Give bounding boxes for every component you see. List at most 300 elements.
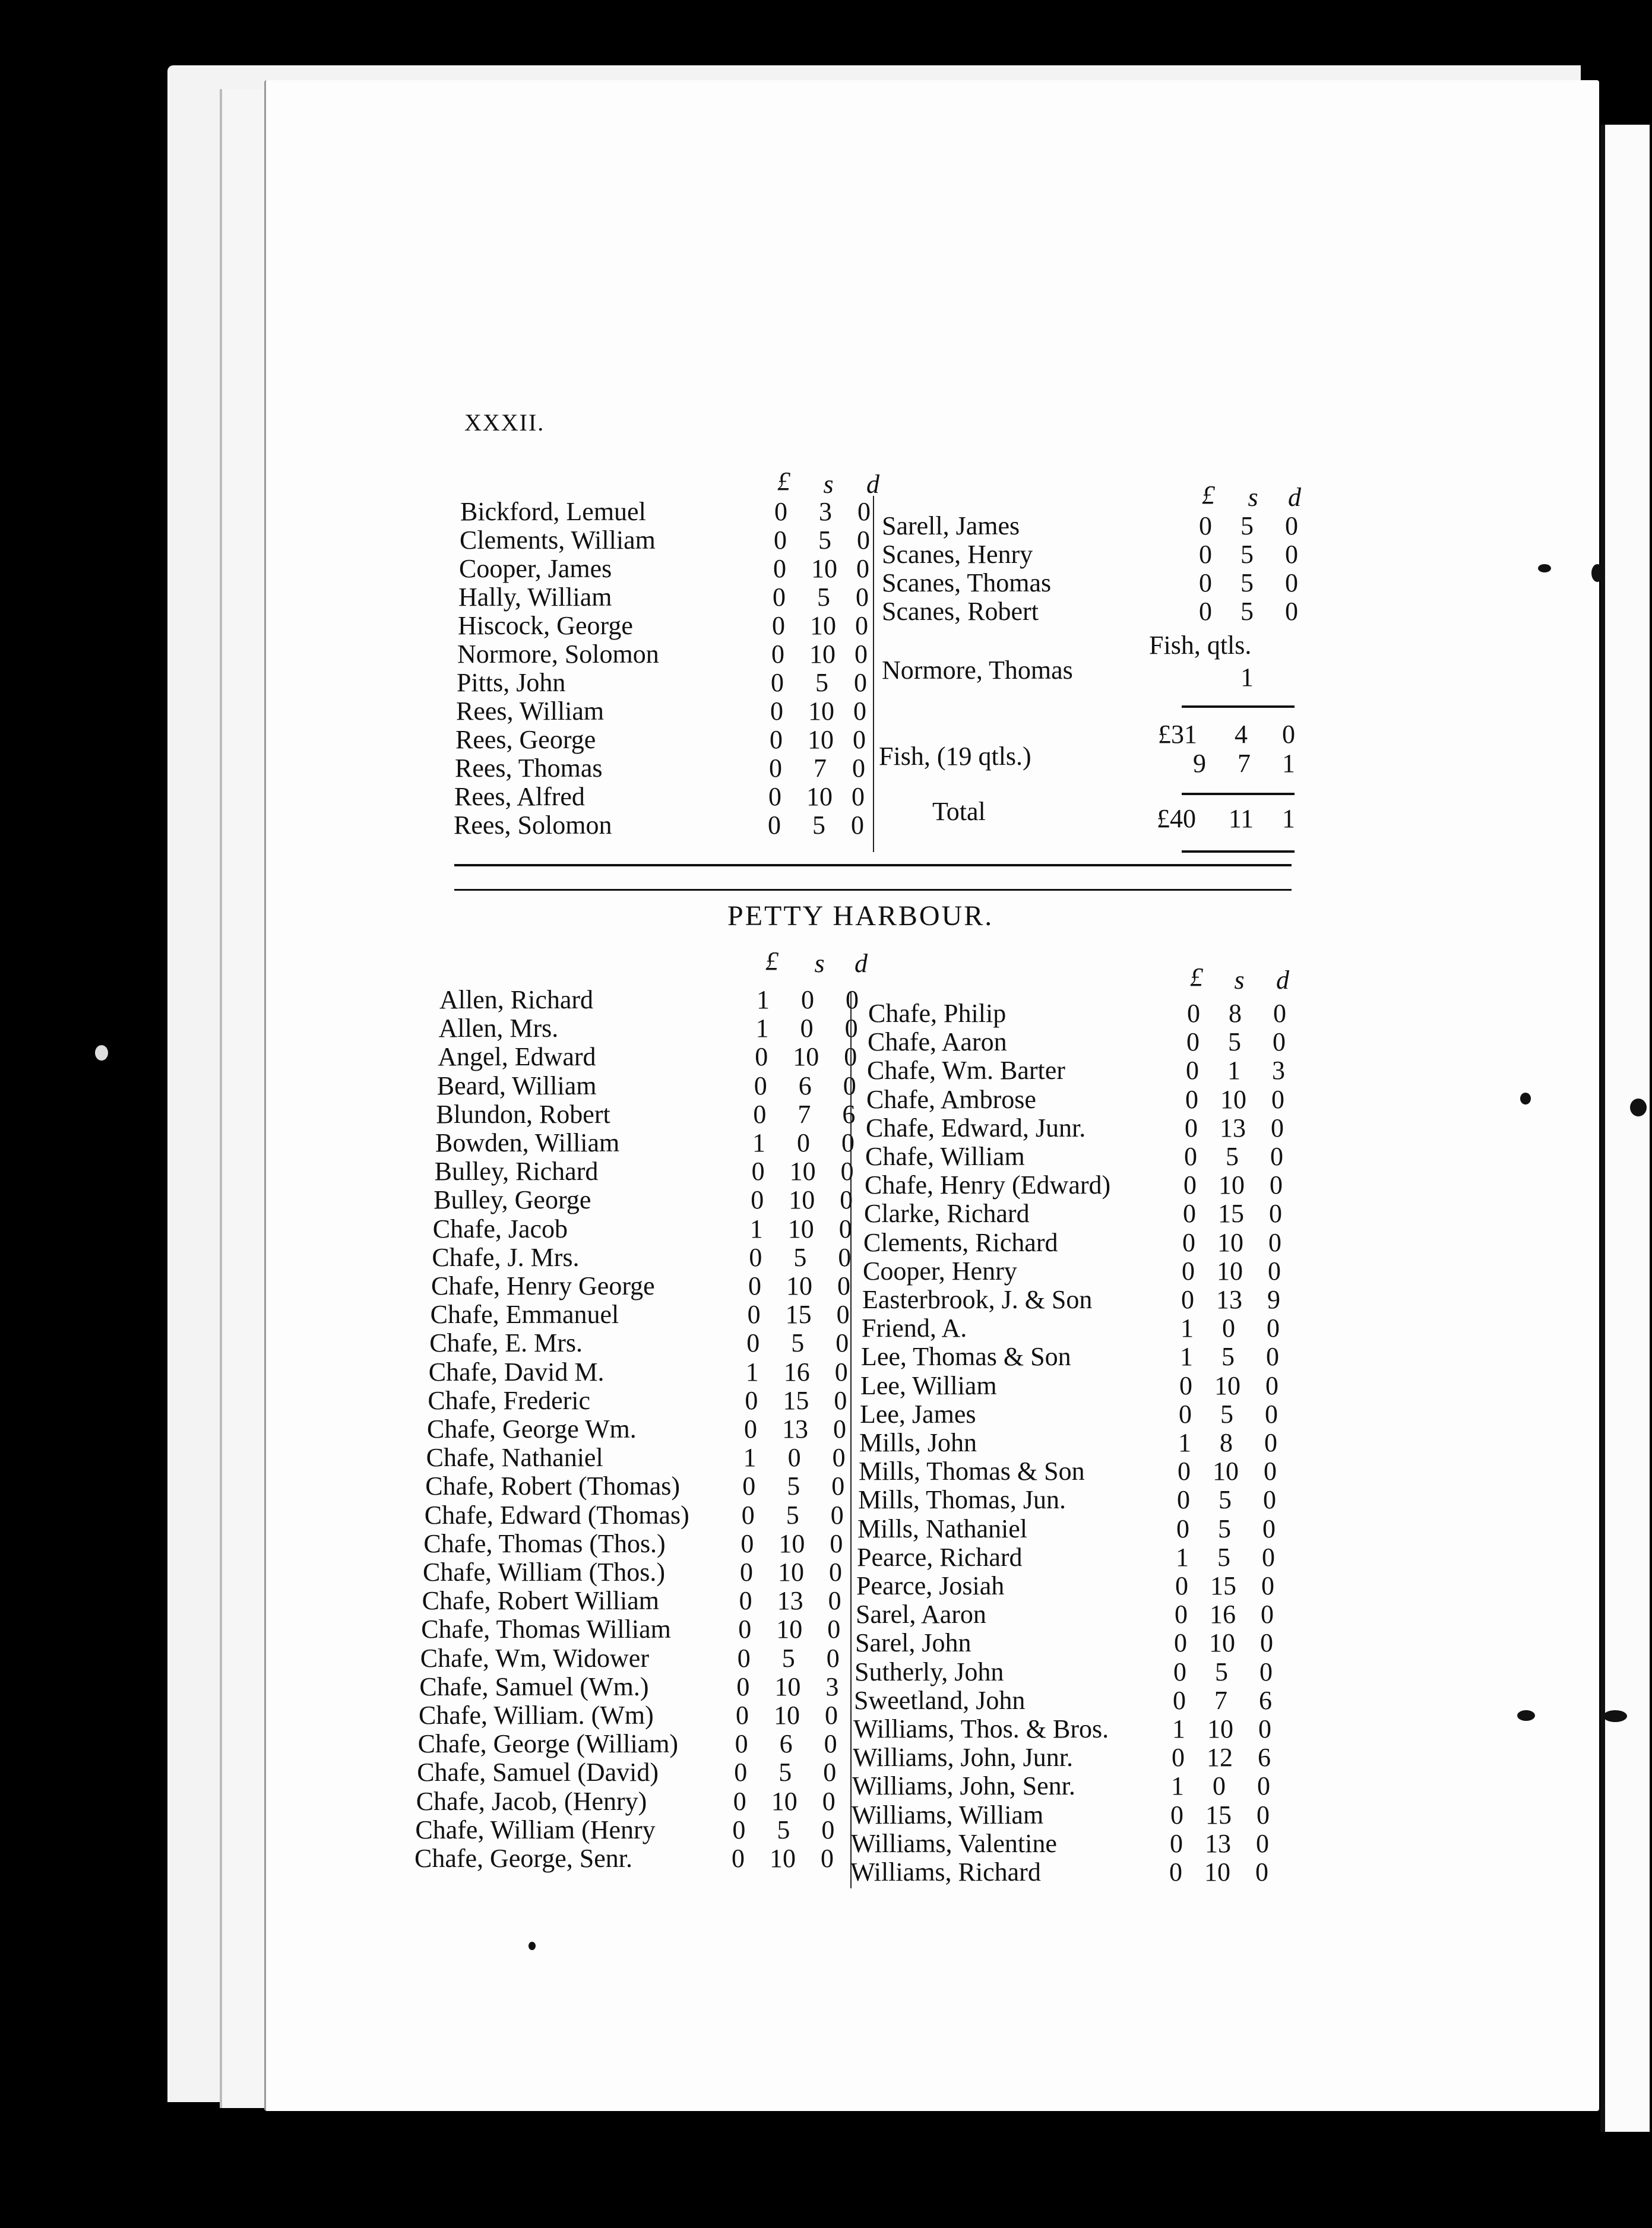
entry-name: Chafe, Samuel (David) (417, 1758, 659, 1787)
entry-name: Rees, Solomon (454, 811, 612, 840)
entry-name: Mills, Thomas, Jun. (858, 1485, 1066, 1515)
entry-pence: 0 (834, 1357, 848, 1387)
entry-shillings: 6 (798, 1071, 812, 1100)
entry-pounds: 0 (1179, 1399, 1192, 1429)
entry-shillings: 15 (783, 1385, 809, 1415)
scan-speck (1630, 1099, 1647, 1116)
total-pounds: £40 (1157, 804, 1196, 833)
header-pounds: £ (777, 467, 790, 496)
entry-shillings: 10 (778, 1528, 805, 1558)
entry-pounds: 1 (757, 985, 770, 1014)
entry-shillings: 10 (1204, 1857, 1230, 1887)
entry-shillings: 5 (791, 1328, 805, 1358)
entry-pence: 0 (1270, 1142, 1283, 1171)
entry-pounds: 0 (1181, 1285, 1194, 1314)
entry-pounds: 0 (739, 1586, 752, 1616)
entry-pounds: 0 (736, 1672, 750, 1701)
entry-name: Allen, Mrs. (438, 1014, 559, 1043)
entry-pounds: 0 (736, 1701, 749, 1730)
entry-pounds: 0 (755, 1042, 768, 1072)
entry-pence: 0 (825, 1701, 838, 1730)
entry-pounds: 0 (1182, 1227, 1195, 1257)
entry-name: Friend, A. (862, 1314, 967, 1343)
entry-shillings: 10 (1213, 1457, 1239, 1486)
entry-pence: 0 (1256, 1828, 1269, 1858)
entry-shillings: 8 (1229, 999, 1242, 1028)
entry-pounds: 1 (743, 1443, 757, 1473)
scan-speck (528, 1942, 536, 1950)
entry-name: Rees, William (456, 697, 605, 726)
entry-pence: 0 (1264, 1428, 1277, 1457)
entry-shillings: 5 (1215, 1657, 1228, 1686)
entry-name: Chafe, Nathaniel (426, 1443, 603, 1473)
entry-name: Sarel, Aaron (856, 1600, 986, 1629)
entry-name: Bulley, George (433, 1185, 591, 1215)
entry-pounds: 0 (746, 1328, 760, 1358)
entry-shillings: 10 (808, 725, 834, 754)
entry-name: Chafe, Samuel (Wm.) (419, 1672, 649, 1701)
entry-pounds: 1 (1172, 1714, 1185, 1743)
entry-pence: 0 (844, 1042, 857, 1072)
entry-pence: 0 (831, 1471, 845, 1501)
entry-shillings: 15 (785, 1300, 812, 1330)
entry-name: Normore, Solomon (457, 640, 659, 669)
entry-pence: 0 (1269, 1199, 1282, 1229)
scan-speck (1520, 1093, 1531, 1104)
entry-pence: 0 (1259, 1657, 1273, 1686)
entry-name: Chafe, William. (Wm) (419, 1701, 654, 1730)
entry-pence: 0 (1261, 1600, 1274, 1629)
entry-name: Chafe, E. Mrs. (429, 1328, 583, 1358)
entry-pence: 0 (851, 811, 864, 840)
entry-pence: 0 (830, 1500, 844, 1530)
entry-pence: 0 (1267, 1314, 1280, 1343)
entry-pence: 0 (857, 526, 870, 555)
entry-name: Chafe, George, Senr. (414, 1844, 632, 1873)
entry-pence: 0 (857, 497, 871, 526)
entry-shillings: 10 (776, 1615, 803, 1644)
header-pounds: £ (765, 947, 778, 976)
entry-name: Hally, William (458, 583, 612, 612)
entry-pounds: 0 (744, 1414, 757, 1444)
entry-pounds: 0 (742, 1471, 756, 1501)
normore-thomas-name: Normore, Thomas (882, 656, 1073, 685)
column-divider (873, 496, 874, 852)
entry-pence: 0 (822, 1786, 836, 1816)
entry-name: Allen, Richard (439, 985, 594, 1014)
fish-line-label: Fish, (19 qtls.) (879, 742, 1031, 771)
entry-pence: 0 (1271, 1113, 1284, 1143)
entry-pounds: 0 (733, 1786, 746, 1816)
entry-pounds: 0 (751, 1157, 765, 1186)
entry-pounds: 0 (1199, 540, 1212, 569)
entry-pounds: 0 (735, 1729, 748, 1759)
entry-shillings: 10 (774, 1672, 801, 1701)
entry-pounds: 0 (774, 526, 787, 555)
entry-pence: 0 (1265, 1371, 1278, 1400)
entry-name: Chafe, Wm. Barter (867, 1056, 1065, 1085)
entry-pounds: 0 (1170, 1828, 1183, 1858)
scan-speck (95, 1045, 108, 1061)
entry-pounds: 0 (1199, 568, 1212, 597)
entry-name: Pitts, John (457, 668, 566, 697)
entry-pence: 0 (1260, 1628, 1273, 1658)
entry-pounds: 0 (1199, 511, 1212, 540)
facing-page-edge (1600, 125, 1650, 2132)
entry-pounds: 0 (1185, 1113, 1198, 1143)
entry-name: Rees, George (455, 725, 596, 754)
entry-name: Mills, John (859, 1428, 977, 1457)
entry-shillings: 10 (1209, 1628, 1235, 1658)
entry-pounds: 0 (1169, 1857, 1182, 1887)
entry-shillings: 10 (1207, 1714, 1233, 1743)
entry-pounds: 0 (770, 697, 783, 726)
entry-shillings: 13 (782, 1414, 808, 1444)
entry-name: Chafe, Ambrose (866, 1084, 1036, 1114)
entry-shillings: 10 (786, 1271, 812, 1300)
entry-name: Chafe, Philip (868, 999, 1007, 1028)
entry-pence: 0 (1285, 511, 1298, 540)
entry-pence: 0 (826, 1643, 840, 1673)
entry-shillings: 0 (800, 1014, 814, 1043)
entry-name: Sarell, James (882, 511, 1020, 540)
entry-name: Easterbrook, J. & Son (862, 1285, 1093, 1314)
entry-pounds: 0 (768, 782, 781, 811)
entry-pence: 9 (1267, 1285, 1280, 1314)
entry-shillings: 3 (819, 497, 832, 526)
entry-shillings: 10 (808, 697, 834, 726)
entry-name: Chafe, George Wm. (427, 1414, 637, 1444)
entry-pence: 0 (1262, 1514, 1276, 1543)
entry-name: Chafe, William (Henry (415, 1815, 656, 1844)
entry-pence: 0 (1257, 1800, 1270, 1830)
entry-name: Chafe, Jacob (432, 1214, 568, 1243)
entry-shillings: 15 (1210, 1571, 1236, 1600)
entry-pounds: 1 (1176, 1542, 1189, 1572)
section-divider-rule (454, 889, 1292, 891)
entry-name: Chafe, Henry (Edward) (865, 1170, 1111, 1200)
entry-name: Chafe, William (865, 1142, 1025, 1171)
header-shillings: s (1234, 966, 1245, 995)
header-pounds: £ (1190, 963, 1203, 992)
entry-name: Chafe, Henry George (431, 1271, 655, 1300)
entry-shillings: 10 (1217, 1227, 1243, 1257)
entry-pounds: 0 (771, 668, 784, 697)
entry-shillings: 16 (1210, 1600, 1236, 1629)
entry-pence: 0 (1271, 1084, 1284, 1114)
entry-pence: 0 (828, 1586, 841, 1616)
entry-name: Blundon, Robert (436, 1099, 610, 1129)
entry-shillings: 0 (787, 1443, 801, 1473)
entry-pence: 0 (836, 1328, 849, 1358)
entry-name: Clements, William (460, 526, 656, 555)
entry-pounds: 0 (1179, 1371, 1192, 1400)
entry-pence: 0 (830, 1528, 843, 1558)
entry-shillings: 0 (801, 985, 814, 1014)
entry-pence: 0 (1264, 1457, 1277, 1486)
entry-pence: 0 (1261, 1571, 1274, 1600)
fish-line-pounds: 9 (1193, 749, 1206, 778)
header-shillings: s (814, 949, 825, 978)
entry-pence: 0 (1273, 999, 1286, 1028)
entry-shillings: 0 (797, 1128, 810, 1157)
entry-name: Cooper, Henry (863, 1256, 1017, 1286)
subtotal-shillings: 4 (1235, 720, 1248, 749)
entry-pounds: 0 (1184, 1142, 1197, 1171)
entry-shillings: 5 (1221, 1342, 1235, 1372)
header-shillings: s (1248, 483, 1258, 512)
entry-shillings: 10 (1220, 1084, 1246, 1114)
entry-shillings: 5 (818, 526, 831, 555)
entry-name: Williams, Thos. & Bros. (853, 1714, 1109, 1743)
entry-name: Scanes, Henry (882, 540, 1033, 569)
entry-shillings: 10 (771, 1786, 797, 1816)
entry-name: Williams, Richard (850, 1857, 1041, 1887)
entry-pence: 0 (1285, 597, 1298, 626)
entry-pounds: 0 (1175, 1600, 1188, 1629)
entry-name: Bickford, Lemuel (460, 497, 646, 526)
entry-pounds: 0 (771, 640, 784, 669)
entry-shillings: 5 (1240, 540, 1254, 569)
entry-shillings: 13 (777, 1586, 803, 1616)
entry-shillings: 5 (815, 668, 828, 697)
entry-shillings: 13 (1216, 1285, 1242, 1314)
entry-pence: 0 (1258, 1714, 1271, 1743)
entry-name: Chafe, David M. (428, 1357, 605, 1387)
entry-name: Angel, Edward (438, 1042, 596, 1072)
entry-pence: 0 (832, 1443, 846, 1473)
entry-pence: 0 (854, 668, 867, 697)
entry-name: Chafe, Robert (Thomas) (425, 1471, 681, 1501)
entry-shillings: 5 (1226, 1142, 1239, 1171)
entry-name: Scanes, Robert (882, 597, 1039, 626)
entry-pence: 0 (829, 1558, 842, 1587)
entry-pounds: 0 (1186, 1027, 1200, 1057)
entry-shillings: 5 (1218, 1514, 1231, 1543)
entry-pounds: 0 (774, 497, 787, 526)
subtotal-rule (1182, 705, 1295, 708)
entry-name: Chafe, J. Mrs. (432, 1242, 580, 1272)
entry-pence: 0 (855, 611, 868, 640)
entry-pence: 0 (1285, 568, 1298, 597)
entry-pounds: 0 (1173, 1657, 1186, 1686)
entry-pounds: 0 (772, 611, 785, 640)
entry-pence: 0 (840, 1185, 853, 1215)
entry-pence: 3 (1272, 1056, 1285, 1085)
subtotal-pence: 0 (1282, 720, 1295, 749)
entry-pounds: 0 (732, 1844, 745, 1873)
entry-shillings: 5 (778, 1758, 792, 1787)
entry-pounds: 0 (751, 1185, 764, 1215)
entry-pounds: 0 (1174, 1628, 1187, 1658)
entry-pence: 0 (1268, 1227, 1281, 1257)
entry-shillings: 10 (789, 1185, 815, 1215)
entry-name: Lee, James (860, 1399, 976, 1429)
entry-pence: 0 (1263, 1485, 1276, 1515)
entry-shillings: 5 (781, 1643, 795, 1673)
entry-pounds: 0 (1183, 1199, 1196, 1229)
entry-name: Sarel, John (855, 1628, 971, 1658)
entry-pounds: 0 (741, 1500, 755, 1530)
entry-shillings: 10 (1214, 1371, 1240, 1400)
entry-pounds: 1 (752, 1128, 765, 1157)
entry-shillings: 10 (770, 1844, 796, 1873)
entry-pence: 0 (841, 1128, 855, 1157)
entry-name: Rees, Alfred (454, 782, 585, 811)
entry-pounds: 0 (768, 811, 781, 840)
column-divider (850, 992, 852, 1888)
entry-pence: 0 (1265, 1399, 1278, 1429)
total-underline (1182, 850, 1295, 853)
entry-pence: 3 (825, 1672, 839, 1701)
scan-speck (1538, 564, 1551, 572)
entry-pence: 0 (843, 1071, 856, 1100)
entry-name: Rees, Thomas (455, 754, 603, 783)
entry-shillings: 10 (1219, 1170, 1245, 1200)
entry-pence: 6 (1258, 1743, 1271, 1773)
entry-shillings: 10 (787, 1214, 814, 1243)
entry-shillings: 12 (1207, 1743, 1233, 1773)
header-pence: d (866, 470, 879, 499)
entry-name: Lee, Thomas & Son (861, 1342, 1071, 1372)
entry-name: Williams, Valentine (851, 1828, 1057, 1858)
header-pence: d (1276, 966, 1289, 995)
entry-pounds: 1 (1181, 1314, 1194, 1343)
total-label: Total (932, 797, 986, 826)
entry-name: Chafe, Aaron (868, 1027, 1007, 1057)
entry-shillings: 10 (1217, 1256, 1243, 1286)
entry-name: Pearce, Richard (857, 1542, 1023, 1572)
entry-pence: 0 (838, 1214, 852, 1243)
entry-pounds: 0 (1186, 1056, 1199, 1085)
header-pounds: £ (1202, 480, 1215, 509)
entry-shillings: 5 (786, 1500, 799, 1530)
entry-name: Chafe, Thomas William (421, 1615, 671, 1644)
entry-shillings: 5 (1240, 568, 1254, 597)
entry-pence: 0 (856, 554, 869, 583)
entry-pence: 0 (823, 1758, 837, 1787)
entry-pounds: 0 (1177, 1485, 1190, 1515)
entry-shillings: 5 (817, 583, 830, 612)
scan-speck (1603, 1710, 1627, 1722)
entry-pence: 0 (837, 1271, 850, 1300)
entry-pounds: 0 (1176, 1514, 1189, 1543)
entry-pence: 0 (1262, 1542, 1275, 1572)
scan-speck (1591, 564, 1603, 582)
entry-pounds: 0 (1199, 597, 1212, 626)
entry-pounds: 1 (1180, 1342, 1193, 1372)
entry-pounds: 0 (1187, 999, 1200, 1028)
entry-shillings: 6 (779, 1729, 793, 1759)
entry-pounds: 0 (738, 1615, 752, 1644)
entry-pounds: 1 (1171, 1771, 1184, 1801)
entry-pence: 0 (855, 640, 868, 669)
entry-shillings: 5 (1240, 511, 1254, 540)
section-divider-rule (454, 864, 1292, 866)
entry-pounds: 1 (749, 1214, 763, 1243)
entry-shillings: 8 (1220, 1428, 1233, 1457)
subtotal-pounds: £31 (1158, 720, 1197, 749)
entry-shillings: 5 (787, 1471, 800, 1501)
entry-name: Chafe, Edward (Thomas) (424, 1500, 689, 1530)
entry-pence: 0 (853, 697, 866, 726)
entry-shillings: 5 (812, 811, 825, 840)
entry-pounds: 0 (773, 554, 786, 583)
entry-name: Chafe, Emmanuel (430, 1300, 619, 1330)
entry-pounds: 0 (754, 1071, 767, 1100)
entry-pounds: 0 (734, 1758, 748, 1787)
entry-pence: 0 (1255, 1857, 1268, 1887)
entry-pence: 0 (844, 1014, 858, 1043)
entry-pence: 0 (852, 782, 865, 811)
entry-pence: 0 (821, 1815, 835, 1844)
entry-name: Williams, John, Junr. (853, 1743, 1074, 1773)
entry-pounds: 0 (773, 583, 786, 612)
entry-name: Chafe, William (Thos.) (423, 1558, 665, 1587)
entry-name: Chafe, Edward, Junr. (866, 1113, 1086, 1143)
entry-pounds: 0 (745, 1385, 758, 1415)
entry-name: Mills, Nathaniel (857, 1514, 1027, 1543)
entry-name: Lee, William (860, 1371, 997, 1400)
entry-pence: 0 (821, 1844, 834, 1873)
header-pence: d (855, 949, 868, 978)
entry-name: Bulley, Richard (434, 1157, 599, 1186)
entry-name: Sutherly, John (855, 1657, 1004, 1686)
entry-name: Chafe, Thomas (Thos.) (423, 1528, 666, 1558)
entry-pence: 0 (824, 1729, 837, 1759)
header-pence: d (1288, 483, 1301, 512)
entry-name: Hiscock, George (458, 611, 633, 640)
entry-pounds: 0 (737, 1643, 751, 1673)
entry-name: Pearce, Josiah (856, 1571, 1005, 1600)
entry-pounds: 1 (755, 1014, 769, 1043)
entry-name: Bowden, William (435, 1128, 620, 1157)
entry-pence: 0 (853, 725, 866, 754)
entry-name: Chafe, Wm, Widower (420, 1643, 649, 1673)
entry-pounds: 0 (1182, 1256, 1195, 1286)
entry-pounds: 0 (740, 1558, 753, 1587)
entry-name: Chafe, George (William) (417, 1729, 679, 1759)
entry-name: Cooper, James (459, 554, 612, 583)
entry-shillings: 5 (1240, 597, 1254, 626)
entry-shillings: 13 (1220, 1113, 1246, 1143)
entry-pounds: 1 (745, 1357, 759, 1387)
entry-pence: 6 (1259, 1685, 1272, 1715)
entry-pounds: 0 (732, 1815, 746, 1844)
entry-pounds: 0 (1173, 1685, 1186, 1715)
entry-name: Chafe, Frederic (428, 1385, 591, 1415)
entry-name: Williams, John, Senr. (852, 1771, 1075, 1801)
section-title: PETTY HARBOUR. (727, 900, 994, 932)
total-rule (1182, 793, 1295, 795)
entry-pence: 0 (1257, 1771, 1270, 1801)
entry-shillings: 5 (1219, 1485, 1232, 1515)
fish-qtls-label: Fish, qtls. (1149, 631, 1252, 660)
entry-shillings: 10 (778, 1558, 804, 1587)
entry-pence: 0 (1268, 1256, 1281, 1286)
entry-name: Clarke, Richard (864, 1199, 1030, 1229)
entry-pence: 0 (1270, 1170, 1283, 1200)
entry-name: Mills, Thomas & Son (859, 1457, 1085, 1486)
entry-pence: 0 (834, 1385, 847, 1415)
entry-shillings: 10 (811, 554, 837, 583)
entry-pounds: 0 (1183, 1170, 1197, 1200)
entry-pounds: 0 (748, 1271, 761, 1300)
header-shillings: s (823, 470, 834, 499)
entry-pounds: 0 (747, 1300, 761, 1330)
total-pence: 1 (1282, 804, 1295, 833)
entry-shillings: 10 (774, 1701, 800, 1730)
